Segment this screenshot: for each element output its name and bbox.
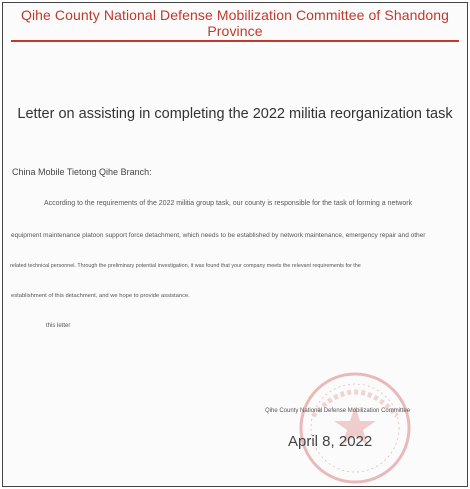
official-seal-icon [295, 368, 415, 487]
letterhead-rule [11, 40, 459, 42]
body-line: According to the requirements of the 2022 militia group task, our county is responsible for the task of forming a network [44, 200, 413, 207]
letterhead-title: Qihe County National Defense Mobilization Committee of Shandong Province [20, 7, 450, 39]
letter-page [2, 2, 468, 487]
signature-organization: Qihe County National Defense Mobilization Committee [265, 408, 411, 414]
salutation: China Mobile Tietong Qihe Branch: [12, 167, 152, 177]
closing-text: this letter [46, 323, 71, 329]
letter-date: April 8, 2022 [288, 433, 373, 450]
body-line: equipment maintenance platoon support force detachment, which needs to be established by network maintenance, emergency repair and other [11, 232, 426, 239]
document-title: Letter on assisting in completing the 2022 militia reorganization task [17, 106, 453, 122]
body-line: related technical personnel. Through the preliminary potential investigation, it was found that your company meets the relevant requirements for the [10, 263, 361, 269]
body-line: establishment of this detachment, and we hope to provide assistance. [11, 293, 190, 299]
